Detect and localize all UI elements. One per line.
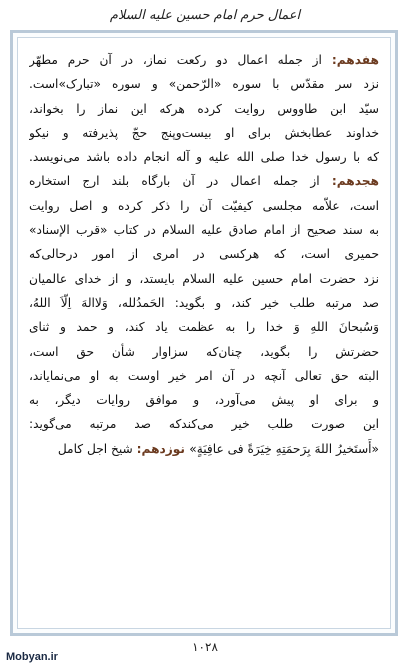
line-text: حمیری است، که هرکسی در امری از امور درحالی‌که [29, 247, 379, 262]
text-frame-inner [17, 37, 391, 629]
line-text: است، علاّمه مجلسی کیفیّت آن را ذکر کرده و اصل روایت [29, 198, 379, 213]
text-line [29, 291, 379, 315]
body-text [29, 48, 379, 461]
text-line [29, 48, 379, 72]
line-text: به سند صحیح از امام صادق علیه السلام در کتاب «قرب الإسناد» [29, 223, 379, 238]
page-number: ۱۰۲۸ [192, 640, 218, 654]
line-text: سیّد ابن طاووس روایت کرده هرکه این نماز را بخواند، [29, 101, 379, 116]
section-keyword: هفدهم: [331, 53, 379, 67]
line-text: خداوند عطابخش برای او بیست‌وپنج حجّ پذیرفته و نیکو [29, 125, 379, 140]
text-line [29, 364, 379, 388]
line-text: شیخ اجل کامل [57, 441, 137, 456]
text-line [29, 145, 379, 169]
text-line [29, 97, 379, 121]
text-line [29, 412, 379, 436]
line-text: این صورت طلب خیر می‌کندکه صد مرتبه می‌گوید: [29, 417, 379, 432]
line-text: «أَستَخیرُ اللهَ بِرَحمَتِهِ خِیَرَةً فی عافِیَةٍ» [189, 441, 379, 456]
text-line [29, 437, 379, 461]
text-line [29, 121, 379, 145]
section-keyword: هجدهم: [331, 174, 379, 189]
text-line [29, 242, 379, 266]
line-text: نزد سر مقدّس با سوره «الرّحمن» و سوره «تبارک»است. [29, 77, 379, 92]
line-text: نزد حضرت امام حسین علیه السلام بایستد، و از خدای عالمیان [29, 271, 379, 286]
line-text: صد مرتبه طلب خیر کند، و بگوید: الحَمدُلله، وَلاالهَ اِلّاَ اللهُ، [29, 295, 379, 310]
text-line [29, 194, 379, 218]
text-line [29, 340, 379, 364]
text-line [29, 72, 379, 96]
text-line [29, 267, 379, 291]
line-text: از جمله اعمال دو رکعت نماز، در آن حرم مطهّر [29, 53, 332, 67]
page-header-title: اعمال حرم امام حسین علیه السلام [109, 8, 301, 23]
text-line [29, 315, 379, 339]
text-line [29, 169, 379, 193]
text-line [29, 388, 379, 412]
text-line [29, 218, 379, 242]
line-text: حضرتش را بگوید، چنان‌که سزاوار شأن حق است، [29, 344, 379, 359]
section-keyword: نوزدهم: [136, 441, 190, 456]
line-text: از جمله اعمال در آن بارگاه بلند ارج استخاره [29, 174, 332, 189]
line-text: وَسُبحانَ اللهِ وَ خدا را به عظمت یاد کند، و حمد و ثنای [29, 320, 379, 335]
line-text: و برای او پیش می‌آورد، و موافق روایات دیگر، به [29, 393, 379, 408]
line-text: البته حق تعالی آنچه در آن امر خیر اوست به او می‌نمایاند، [29, 368, 379, 383]
text-frame [10, 30, 398, 636]
line-text: که با رسول خدا صلی الله علیه و آله انجام داده باشد می‌نویسد. [29, 150, 379, 165]
site-watermark: Mobyan.ir [6, 651, 58, 663]
